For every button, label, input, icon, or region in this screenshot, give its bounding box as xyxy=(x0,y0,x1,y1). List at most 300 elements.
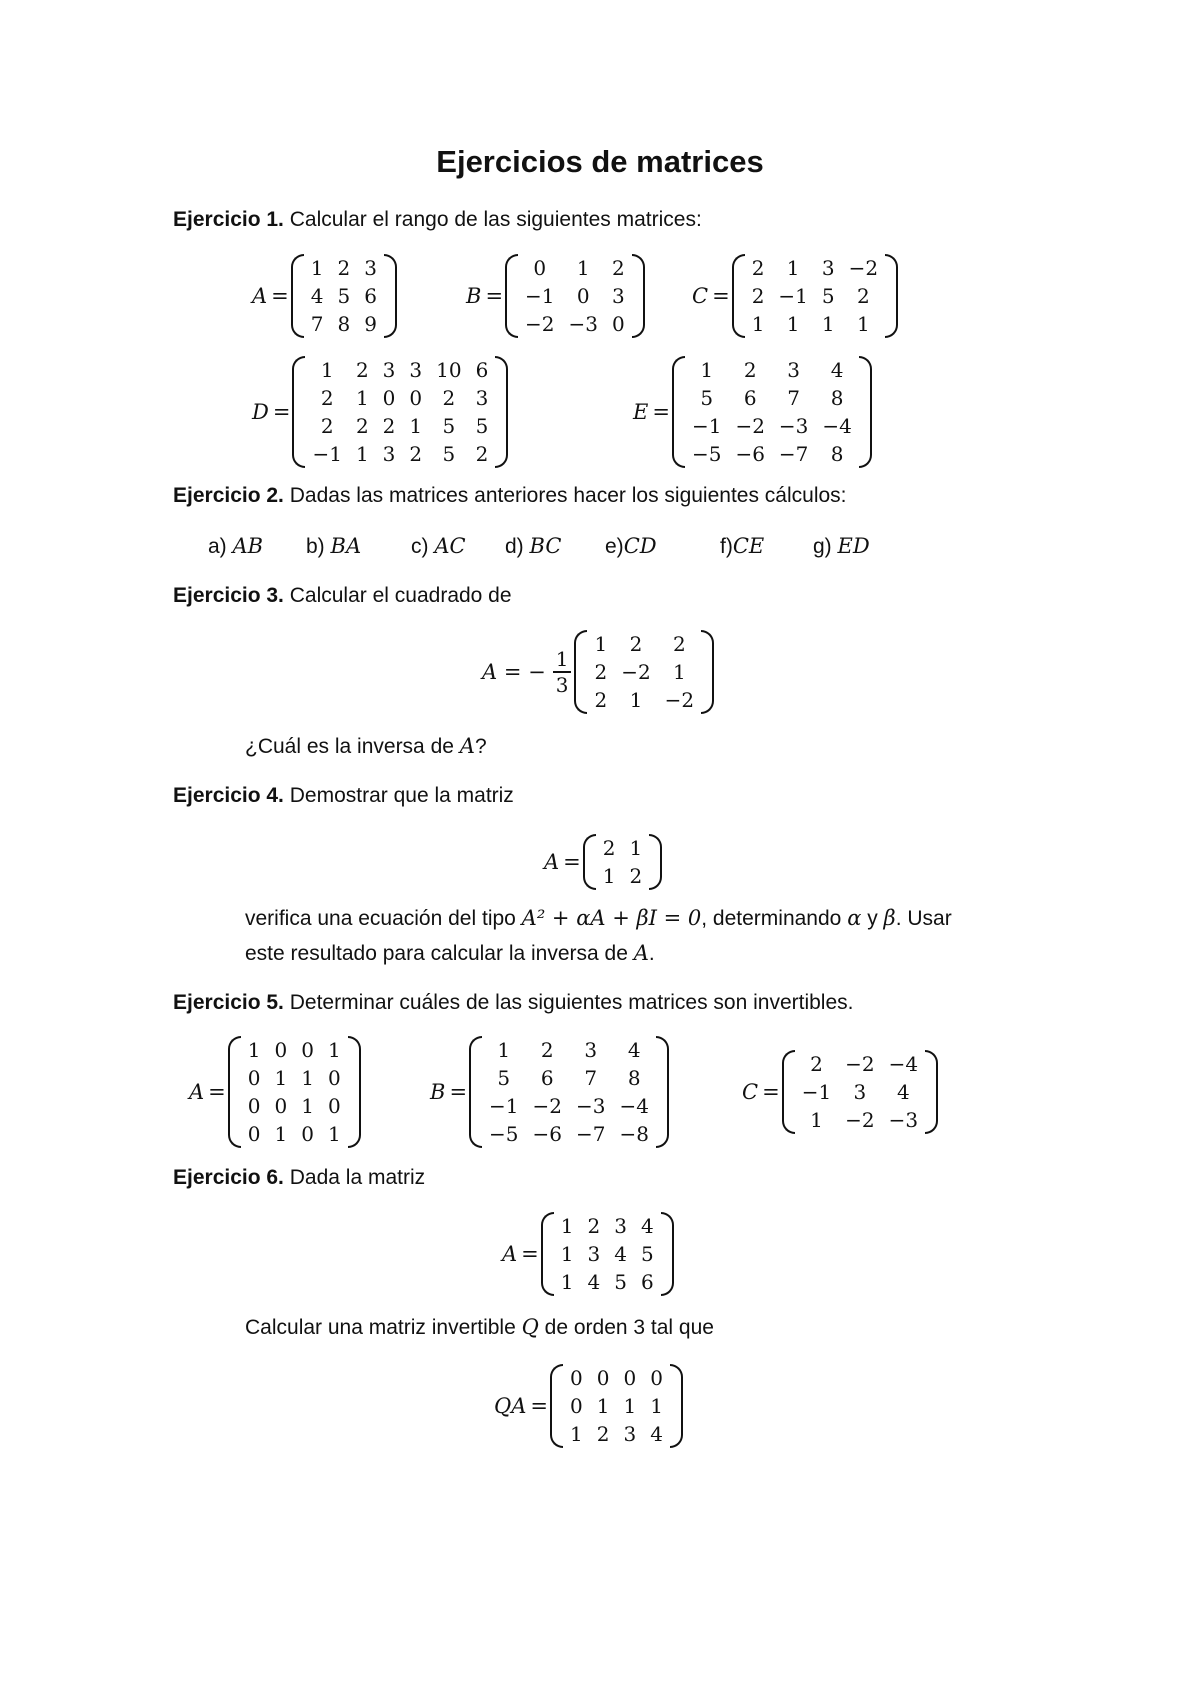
matrix-cell: −2 xyxy=(532,1094,563,1118)
matrix-cell: −3 xyxy=(778,414,809,438)
matrix-cell: 4 xyxy=(587,1270,601,1294)
matrix-cell: −6 xyxy=(735,442,765,466)
matrix-label: QA xyxy=(494,1394,527,1418)
matrix-cell: 2 xyxy=(337,256,351,280)
matrix-row xyxy=(563,1392,670,1420)
matrix-cell: 1 xyxy=(786,312,800,336)
matrix-cell: 0 xyxy=(623,1366,637,1390)
matrix-row xyxy=(304,310,384,338)
equals-sign: = xyxy=(272,400,291,424)
matrix-cell: −1 xyxy=(691,414,722,438)
matrix-cell: 2 xyxy=(355,358,369,382)
matrix-cell: 4 xyxy=(614,1242,627,1266)
matrix-cell: 6 xyxy=(540,1066,554,1090)
exercise-6-line: Calcular una matriz invertible Q de orden 3 tal que xyxy=(245,1315,714,1339)
exercise-4 xyxy=(173,784,514,808)
matrix-cell: −5 xyxy=(691,442,722,466)
matrix-cell: 2 xyxy=(612,256,625,280)
right-paren xyxy=(670,1364,683,1448)
matrix-row xyxy=(482,1120,656,1148)
matrix-cell: 0 xyxy=(274,1038,288,1062)
matrix-cells xyxy=(685,356,859,468)
matrix-cell: 3 xyxy=(614,1214,627,1238)
matrix-row xyxy=(745,282,885,310)
matrix-cell: 1 xyxy=(786,256,800,280)
exercise-4-line-2: este resultado para calcular la inversa de A. xyxy=(245,941,655,965)
fraction-denominator: 3 xyxy=(555,673,569,697)
matrix-label: B xyxy=(430,1080,446,1104)
matrix-body xyxy=(292,356,508,468)
matrix-cell: 1 xyxy=(602,864,616,888)
matrix-cell: 3 xyxy=(853,1080,867,1104)
matrix-slot xyxy=(430,1036,669,1148)
matrix-cell: 8 xyxy=(830,386,844,410)
equals-sign: = xyxy=(449,1080,468,1104)
matrix-cells xyxy=(241,1036,348,1148)
matrix-cell: 0 xyxy=(612,312,625,336)
matrix-row xyxy=(554,1212,661,1240)
matrix-cell: 5 xyxy=(497,1066,511,1090)
matrix-row xyxy=(518,282,632,310)
matrix-label: A xyxy=(252,284,268,308)
exercise-4-text: Demostrar que la matriz xyxy=(283,784,514,807)
left-paren xyxy=(550,1364,563,1448)
matrix-row xyxy=(587,658,701,686)
matrix-cell: 4 xyxy=(897,1080,910,1104)
matrix-cell: 2 xyxy=(382,414,396,438)
matrix-cell: −7 xyxy=(576,1122,606,1146)
matrix-body xyxy=(550,1364,683,1448)
matrix-cell: 5 xyxy=(700,386,714,410)
matrix-row xyxy=(563,1420,670,1448)
matrix-cell: 3 xyxy=(821,256,835,280)
fraction-numerator: 1 xyxy=(553,647,572,673)
matrix-label: A xyxy=(544,850,560,874)
matrix-label: A xyxy=(502,1242,518,1266)
matrix-cell: 2 xyxy=(594,660,608,684)
matrix-cell: 1 xyxy=(301,1094,314,1118)
matrix-cells xyxy=(596,834,649,890)
matrix-row xyxy=(305,384,495,412)
matrix-cell: 1 xyxy=(320,358,334,382)
matrix-label: E xyxy=(633,400,649,424)
exercise-3-matrix xyxy=(482,630,714,714)
right-paren xyxy=(649,834,662,890)
matrix-cell: −3 xyxy=(888,1108,919,1132)
matrix-cell: −2 xyxy=(848,256,879,280)
matrix-cell: 8 xyxy=(627,1066,641,1090)
matrix-cell: 2 xyxy=(673,632,686,656)
matrix-cell: 8 xyxy=(337,312,351,336)
matrix-cell: 2 xyxy=(409,442,423,466)
matrix-cell: −4 xyxy=(888,1052,919,1076)
exercise-3-question: ¿Cuál es la inversa de A? xyxy=(245,734,487,758)
matrix-cell: −1 xyxy=(778,284,808,308)
matrix-cell: 1 xyxy=(409,414,423,438)
matrix-cell: 3 xyxy=(787,358,801,382)
exercise-4-label: Ejercicio 4. xyxy=(173,784,284,807)
item-g: g) ED xyxy=(813,534,870,558)
matrix-cell: 1 xyxy=(650,1394,663,1418)
exercise-5-label: Ejercicio 5. xyxy=(173,991,284,1014)
matrix-row xyxy=(596,834,649,862)
matrix-cell: 2 xyxy=(810,1052,823,1076)
matrix-cell: 5 xyxy=(821,284,835,308)
right-paren xyxy=(925,1050,938,1134)
matrix-cell: 1 xyxy=(355,386,369,410)
matrix-cell: 2 xyxy=(751,284,765,308)
matrix-cell: 3 xyxy=(364,256,377,280)
matrix-cell: 2 xyxy=(540,1038,554,1062)
matrix-cell: 6 xyxy=(743,386,757,410)
matrix-cell: 2 xyxy=(475,442,489,466)
matrix-body xyxy=(228,1036,361,1148)
right-paren xyxy=(348,1036,361,1148)
matrix-row xyxy=(685,356,859,384)
matrix-slot xyxy=(189,1036,361,1148)
matrix-cell: −6 xyxy=(532,1122,563,1146)
matrix-cell: 0 xyxy=(382,386,396,410)
matrix-cell: 1 xyxy=(560,1214,574,1238)
matrix-cell: 3 xyxy=(584,1038,598,1062)
matrix-cell: 5 xyxy=(475,414,489,438)
matrix-cell: 2 xyxy=(602,836,616,860)
exercise-6 xyxy=(173,1166,425,1190)
matrix-cell: 5 xyxy=(640,1242,654,1266)
right-paren xyxy=(632,254,645,338)
exercise-2 xyxy=(173,484,847,508)
matrix-cell: 3 xyxy=(612,284,625,308)
matrix-cell: 7 xyxy=(584,1066,598,1090)
equals-sign: = xyxy=(271,284,289,308)
matrix-cell: 2 xyxy=(587,1214,601,1238)
left-paren xyxy=(583,834,596,890)
matrix-cell: −4 xyxy=(822,414,852,438)
matrix-cell: 2 xyxy=(629,864,643,888)
exercise-1-text: Calcular el rango de las siguientes matrices: xyxy=(283,208,702,231)
matrix-cell: −1 xyxy=(525,284,555,308)
exercise-1-label: Ejercicio 1. xyxy=(173,208,284,231)
matrix-cell: 4 xyxy=(640,1214,654,1238)
matrix-cell: 3 xyxy=(382,358,396,382)
matrix-body xyxy=(732,254,898,338)
matrix-cell: −3 xyxy=(576,1094,606,1118)
matrix-cell: −2 xyxy=(664,688,695,712)
matrix-row xyxy=(241,1064,348,1092)
matrix-cell: 0 xyxy=(570,1394,583,1418)
matrix-cell: 6 xyxy=(640,1270,654,1294)
matrix-label: A xyxy=(189,1080,205,1104)
matrix-cell: 1 xyxy=(576,256,590,280)
matrix-cells xyxy=(304,254,384,338)
exercise-3 xyxy=(173,584,512,608)
matrix-cell: 3 xyxy=(409,358,423,382)
right-paren xyxy=(661,1212,674,1296)
equals-sign: = xyxy=(762,1080,780,1104)
matrix-row xyxy=(305,412,495,440)
matrix-cell: 0 xyxy=(247,1122,261,1146)
matrix-cell: 1 xyxy=(810,1108,823,1132)
matrix-cell: 4 xyxy=(830,358,844,382)
matrix-slot xyxy=(466,254,645,338)
matrix-body xyxy=(469,1036,669,1148)
matrix-cell: 0 xyxy=(533,256,547,280)
right-paren xyxy=(495,356,508,468)
matrix-cell: 0 xyxy=(327,1066,341,1090)
matrix-cells xyxy=(518,254,632,338)
left-paren xyxy=(505,254,518,338)
matrix-cell: 1 xyxy=(301,1066,314,1090)
right-paren xyxy=(384,254,397,338)
matrix-cell: 3 xyxy=(382,442,396,466)
matrix-row xyxy=(554,1240,661,1268)
matrix-cell: 2 xyxy=(355,414,369,438)
matrix-row xyxy=(596,862,649,890)
matrix-cell: −5 xyxy=(489,1122,519,1146)
matrix-label: C xyxy=(742,1080,759,1104)
exercise-3-label: Ejercicio 3. xyxy=(173,584,284,607)
equals-sign: = xyxy=(485,284,504,308)
item-a: a) AB xyxy=(208,534,264,558)
matrix-cell: 0 xyxy=(247,1094,261,1118)
fraction xyxy=(553,647,572,697)
matrix-row xyxy=(304,254,384,282)
equals-sign: = xyxy=(712,284,730,308)
matrix-cell: 8 xyxy=(830,442,844,466)
matrix-cell: 0 xyxy=(301,1038,314,1062)
matrix-cell: −2 xyxy=(621,660,651,684)
right-paren xyxy=(701,630,714,714)
matrix-row xyxy=(685,384,859,412)
matrix-cell: 2 xyxy=(857,284,870,308)
item-b: b) BA xyxy=(306,534,362,558)
matrix-slot xyxy=(633,356,872,468)
matrix-cell: 1 xyxy=(596,1394,610,1418)
matrix-row xyxy=(304,282,384,310)
matrix-cell: 1 xyxy=(560,1270,574,1294)
exercise-4-matrix: A = 2 1 1 2 xyxy=(544,834,662,890)
matrix-cell: 2 xyxy=(596,1422,610,1446)
left-paren xyxy=(291,254,304,338)
matrix-cell: 1 xyxy=(247,1038,261,1062)
equation: A² + αA + βI = 0 xyxy=(521,906,702,930)
matrix-label: B xyxy=(466,284,482,308)
right-paren xyxy=(859,356,872,468)
matrix-row xyxy=(685,440,859,468)
matrix-label: A = − xyxy=(482,660,546,684)
matrix-row xyxy=(241,1092,348,1120)
matrix-cell: 1 xyxy=(355,442,369,466)
left-paren xyxy=(732,254,745,338)
matrix-body xyxy=(505,254,645,338)
matrix-row xyxy=(305,356,495,384)
matrix-cell: −7 xyxy=(778,442,809,466)
matrix-cell: −2 xyxy=(845,1108,875,1132)
matrix-cell: 2 xyxy=(743,358,757,382)
matrix-cell: 4 xyxy=(650,1422,663,1446)
matrix-cell: 1 xyxy=(594,632,608,656)
matrix-cell: 7 xyxy=(787,386,801,410)
matrix-cell: 9 xyxy=(364,312,377,336)
matrix-cell: 0 xyxy=(570,1366,583,1390)
item-c: c) AC xyxy=(411,534,466,558)
matrix-cell: 2 xyxy=(629,632,643,656)
left-paren xyxy=(292,356,305,468)
matrix-cells xyxy=(563,1364,670,1448)
item-e: e)CD xyxy=(605,534,657,558)
left-paren xyxy=(574,630,587,714)
matrix-cell: 4 xyxy=(310,284,324,308)
matrix-cell: 3 xyxy=(475,386,489,410)
matrix-cell: 1 xyxy=(629,688,643,712)
equals-sign: = xyxy=(652,400,670,424)
matrix-cell: 1 xyxy=(274,1066,288,1090)
matrix-cell: 3 xyxy=(587,1242,601,1266)
right-paren xyxy=(656,1036,669,1148)
matrix-cell: 5 xyxy=(337,284,351,308)
matrix-row xyxy=(305,440,495,468)
matrix-row xyxy=(587,686,701,714)
matrix-cell: 0 xyxy=(409,386,423,410)
matrix-cell: 6 xyxy=(364,284,377,308)
matrix-row xyxy=(518,310,632,338)
matrix-cell: 0 xyxy=(327,1094,341,1118)
matrix-body xyxy=(291,254,397,338)
left-paren xyxy=(469,1036,482,1148)
matrix-row xyxy=(482,1036,656,1064)
matrix-body xyxy=(672,356,872,468)
matrix-slot xyxy=(252,254,397,338)
item-d: d) BC xyxy=(505,534,562,558)
matrix-cell: 0 xyxy=(301,1122,314,1146)
matrix-cell: 1 xyxy=(857,312,870,336)
matrix-cell: 0 xyxy=(247,1066,261,1090)
matrix-cell: 1 xyxy=(673,660,686,684)
exercise-1 xyxy=(173,208,702,232)
matrix-body xyxy=(574,630,714,714)
matrix-cell: 1 xyxy=(497,1038,511,1062)
matrix-body xyxy=(541,1212,674,1296)
matrix-body xyxy=(782,1050,938,1134)
matrix-cell: 1 xyxy=(821,312,835,336)
matrix-cell: 7 xyxy=(310,312,324,336)
matrix-cell: −1 xyxy=(801,1080,832,1104)
matrix-slot xyxy=(692,254,898,338)
matrix-row xyxy=(685,412,859,440)
matrix-cell: 3 xyxy=(623,1422,637,1446)
matrix-cell: 2 xyxy=(320,414,334,438)
matrix-cells xyxy=(795,1050,925,1134)
left-paren xyxy=(541,1212,554,1296)
matrix-row xyxy=(587,630,701,658)
exercise-6-matrix: A = 1 2 3 4 1 3 4 5 1 4 5 6 xyxy=(502,1212,674,1296)
matrix-cell: −8 xyxy=(619,1122,649,1146)
matrix-cells xyxy=(305,356,495,468)
matrix-cell: 10 xyxy=(436,358,462,382)
matrix-cell: 1 xyxy=(623,1394,637,1418)
matrix-row xyxy=(518,254,632,282)
exercise-6-label: Ejercicio 6. xyxy=(173,1166,284,1189)
left-paren xyxy=(228,1036,241,1148)
matrix-row xyxy=(241,1120,348,1148)
exercise-2-label: Ejercicio 2. xyxy=(173,484,284,507)
exercise-6-qa-matrix: QA = 0 0 0 0 0 1 1 1 1 2 3 4 xyxy=(494,1364,683,1448)
left-paren xyxy=(782,1050,795,1134)
exercise-5 xyxy=(173,991,854,1015)
matrix-cell: 1 xyxy=(700,358,714,382)
matrix-row xyxy=(563,1364,670,1392)
matrix-cell: 1 xyxy=(751,312,765,336)
matrix-row xyxy=(554,1268,661,1296)
matrix-cell: 1 xyxy=(327,1038,341,1062)
equals-sign: = xyxy=(208,1080,226,1104)
matrix-cell: −4 xyxy=(619,1094,649,1118)
exercise-4-line-1: verifica una ecuación del tipo A² + αA + βI = 0, determinando α y β. Usar xyxy=(245,906,952,930)
item-f: f)CE xyxy=(720,534,765,558)
matrix-cell: 0 xyxy=(274,1094,288,1118)
matrix-row xyxy=(795,1106,925,1134)
matrix-row xyxy=(795,1050,925,1078)
matrix-cell: −2 xyxy=(735,414,765,438)
matrix-cells xyxy=(745,254,885,338)
matrix-cell: 5 xyxy=(442,414,456,438)
matrix-cell: −3 xyxy=(568,312,599,336)
matrix-slot xyxy=(252,356,508,468)
matrix-cell: −1 xyxy=(489,1094,519,1118)
matrix-cell: 1 xyxy=(310,256,324,280)
matrix-cells xyxy=(587,630,701,714)
right-paren xyxy=(885,254,898,338)
matrix-body xyxy=(583,834,662,890)
matrix-cell: 1 xyxy=(560,1242,574,1266)
matrix-cell: 5 xyxy=(614,1270,627,1294)
matrix-cell: 2 xyxy=(594,688,608,712)
matrix-row xyxy=(482,1092,656,1120)
matrix-cell: 4 xyxy=(627,1038,641,1062)
exercise-2-text: Dadas las matrices anteriores hacer los siguientes cálculos: xyxy=(283,484,847,507)
matrix-cells xyxy=(554,1212,661,1296)
matrix-row xyxy=(745,310,885,338)
matrix-cell: 0 xyxy=(596,1366,610,1390)
matrix-cell: 0 xyxy=(576,284,590,308)
matrix-cell: 1 xyxy=(629,836,643,860)
matrix-cell: 2 xyxy=(320,386,334,410)
page-title: Ejercicios de matrices xyxy=(436,144,764,179)
exercise-6-text: Dada la matriz xyxy=(283,1166,426,1189)
matrix-cell: −1 xyxy=(312,442,342,466)
matrix-row xyxy=(482,1064,656,1092)
matrix-cell: 2 xyxy=(442,386,456,410)
matrix-cell: 2 xyxy=(751,256,765,280)
matrix-cell: 1 xyxy=(274,1122,288,1146)
matrix-row xyxy=(241,1036,348,1064)
exercise-5-text: Determinar cuáles de las siguientes matrices son invertibles. xyxy=(283,991,854,1014)
matrix-cell: 5 xyxy=(442,442,456,466)
matrix-cell: −2 xyxy=(525,312,555,336)
matrix-cell: −2 xyxy=(845,1052,875,1076)
matrix-cell: 1 xyxy=(570,1422,583,1446)
matrix-label: D xyxy=(252,400,269,424)
matrix-cell: 0 xyxy=(650,1366,663,1390)
matrix-slot xyxy=(742,1050,938,1134)
matrix-row xyxy=(795,1078,925,1106)
matrix-cells xyxy=(482,1036,656,1148)
exercise-3-text: Calcular el cuadrado de xyxy=(283,584,512,607)
matrix-row xyxy=(745,254,885,282)
matrix-cell: 1 xyxy=(327,1122,341,1146)
matrix-cell: 6 xyxy=(475,358,489,382)
matrix-label: C xyxy=(692,284,709,308)
